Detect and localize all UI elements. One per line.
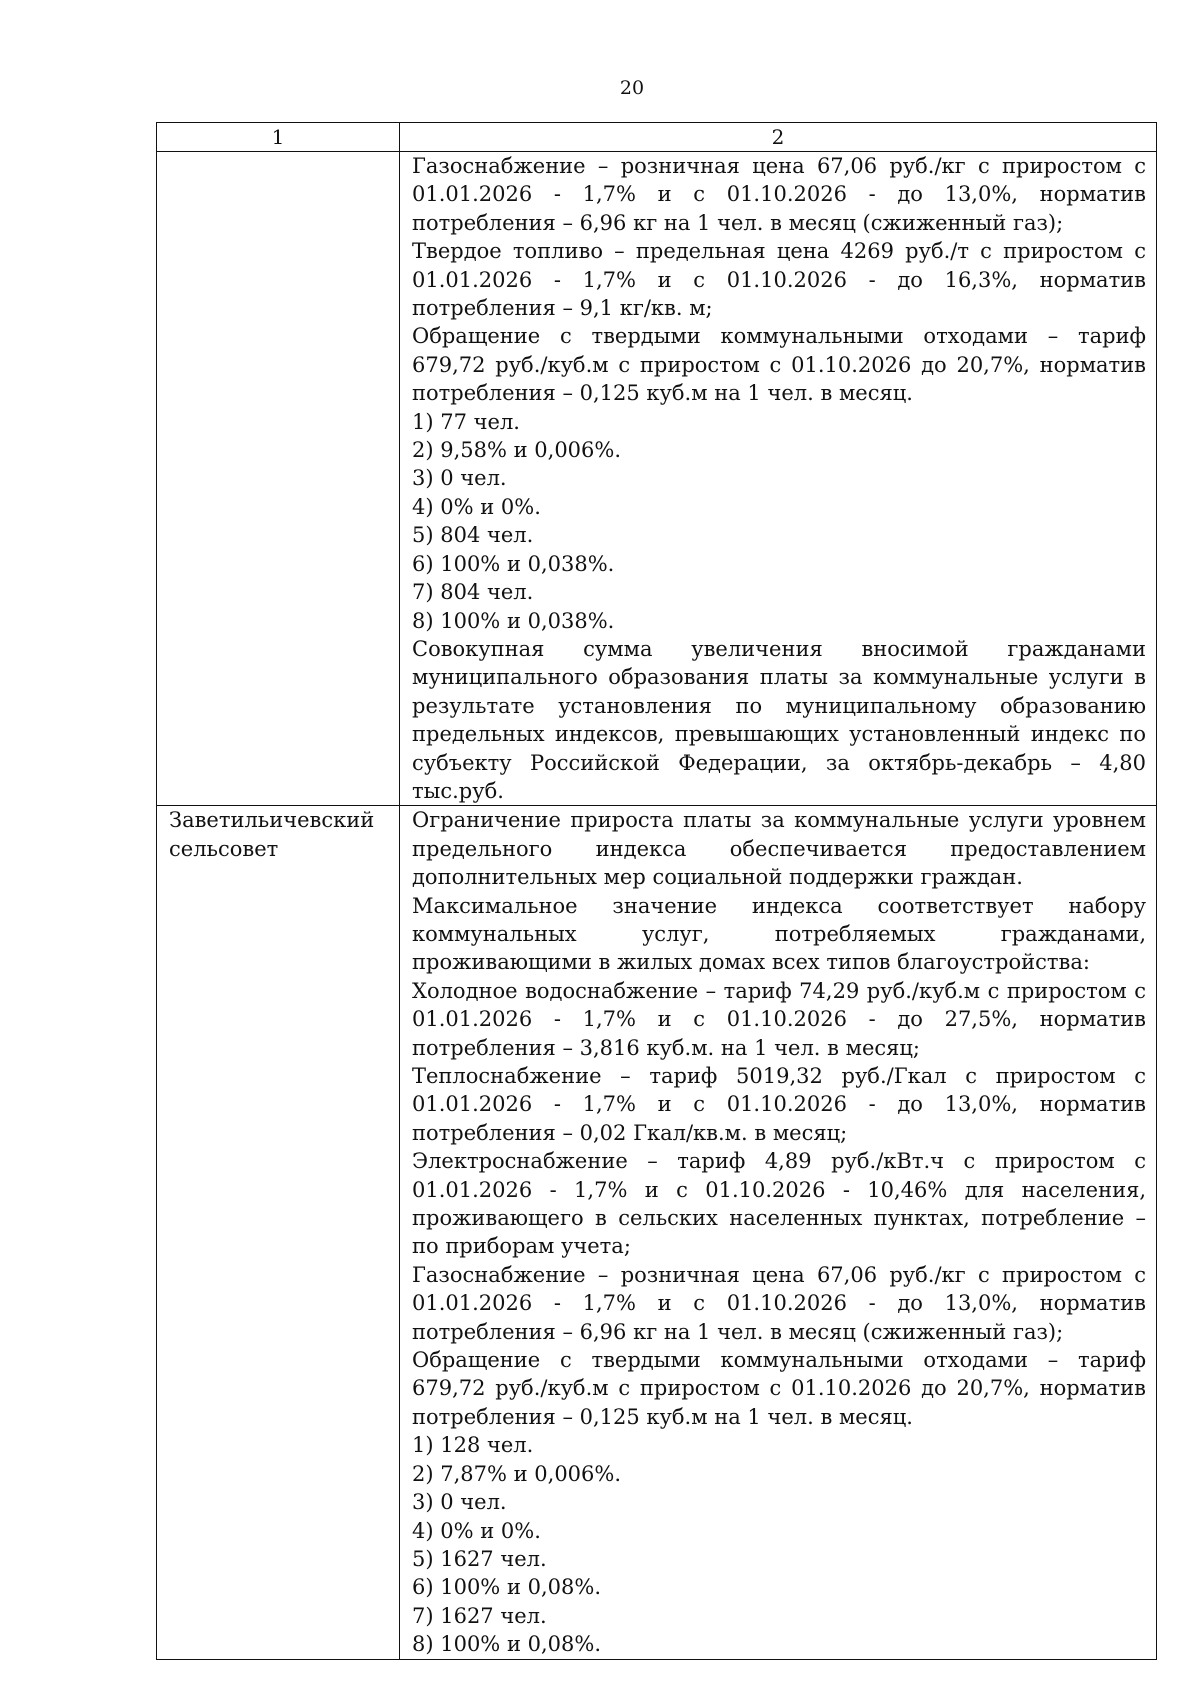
list-item: 3) 0 чел. — [412, 1490, 507, 1515]
tariff-paragraph: Газоснабжение – розничная цена 67,06 руб./кг с приростом с 01.01.2026 - 1,7% и с 01.10.2026 - до 13,0%, норматив потребления – 6,96 кг на 1 чел. в месяц (сжиженный газ); — [412, 154, 1146, 235]
list-item: 1) 77 чел. — [412, 409, 520, 434]
tariff-paragraph: Твердое топливо – предельная цена 4269 руб./т с приростом с 01.01.2026 - 1,7% и с 01.10.2026 - до 16,3%, норматив потребления – 9,1 кг/кв. м; — [412, 239, 1146, 321]
list-item: 3) 0 чел. — [412, 466, 507, 491]
list-item: 8) 100% и 0,038%. — [412, 608, 615, 633]
tariff-paragraph: Теплоснабжение – тариф 5019,32 руб./Гкал с приростом с 01.01.2026 - 1,7% и с 01.10.2026 - до 13,0%, норматив потребления – 0,02 Гкал/кв.м. в месяц; — [412, 1064, 1146, 1145]
district-name: Заветильичевский сельсовет — [169, 808, 375, 861]
list-item: 4) 0% и 0%. — [412, 494, 541, 519]
list-item: 1) 128 чел. — [412, 1433, 534, 1458]
column-header-1: 1 — [157, 123, 400, 152]
list-item: 5) 804 чел. — [412, 523, 534, 548]
tariff-paragraph: Электроснабжение – тариф 4,89 руб./кВт.ч с приростом с 01.01.2026 - 1,7% и с 01.10.2026 - 10,46% для населения, проживающего в сельских населенных пунктах, потребление – по приборам учета; — [412, 1149, 1146, 1259]
list-item: 6) 100% и 0,08%. — [412, 1575, 601, 1600]
tariff-paragraph: Обращение с твердыми коммунальными отходами – тариф 679,72 руб./куб.м с приростом с 01.10.2026 до 20,7%, норматив потребления – 0,125 куб.м на 1 чел. в месяц. — [412, 1348, 1146, 1429]
list-item: 2) 9,58% и 0,006%. — [412, 438, 622, 463]
list-item: 4) 0% и 0%. — [412, 1518, 541, 1543]
list-item: 8) 100% и 0,08%. — [412, 1632, 601, 1657]
tariff-paragraph: Обращение с твердыми коммунальными отходами – тариф 679,72 руб./куб.м с приростом с 01.10.2026 до 20,7%, норматив потребления – 0,125 куб.м на 1 чел. в месяц. — [412, 324, 1146, 406]
tariff-paragraph: Газоснабжение – розничная цена 67,06 руб./кг с приростом с 01.01.2026 - 1,7% и с 01.10.2026 - до 13,0%, норматив потребления – 6,96 кг на 1 чел. в месяц (сжиженный газ); — [412, 1262, 1146, 1344]
district-cell — [157, 806, 400, 1659]
tariff-table — [156, 122, 1157, 1660]
summary-paragraph: Совокупная сумма увеличения вносимой гражданами муниципального образования платы за коммунальные услуги в результате установления по муниципальному образованию предельных индексов, превышающих установленный индекс по субъекту Российской Федерации, за октябрь-декабрь – 4,80 тыс.руб. — [412, 636, 1146, 803]
tariff-paragraph: Холодное водоснабжение – тариф 74,29 руб./куб.м с приростом с 01.01.2026 - 1,7% и с 01.10.2026 - до 27,5%, норматив потребления – 3,816 куб.м. на 1 чел. в месяц; — [412, 978, 1146, 1060]
description-cell — [400, 152, 1157, 806]
description-cell — [400, 806, 1157, 1659]
table-row — [157, 806, 1157, 1659]
list-item: 2) 7,87% и 0,006%. — [412, 1461, 622, 1486]
district-cell — [157, 152, 400, 806]
list-item: 7) 1627 чел. — [412, 1603, 547, 1628]
list-item: 6) 100% и 0,038%. — [412, 551, 615, 576]
list-item: 5) 1627 чел. — [412, 1546, 547, 1571]
tariff-paragraph: Ограничение прироста платы за коммунальные услуги уровнем предельного индекса обеспечивается предоставлением дополнительных мер социальной поддержки граждан. — [412, 808, 1146, 890]
list-item: 7) 804 чел. — [412, 580, 534, 605]
page-number: 20 — [619, 77, 645, 99]
table-row — [157, 152, 1157, 806]
table-header-row — [157, 123, 1157, 152]
tariff-paragraph: Максимальное значение индекса соответствует набору коммунальных услуг, потребляемых гражданами, проживающими в жилых домах всех типов благоустройства: — [412, 893, 1146, 975]
column-header-2: 2 — [400, 123, 1157, 152]
